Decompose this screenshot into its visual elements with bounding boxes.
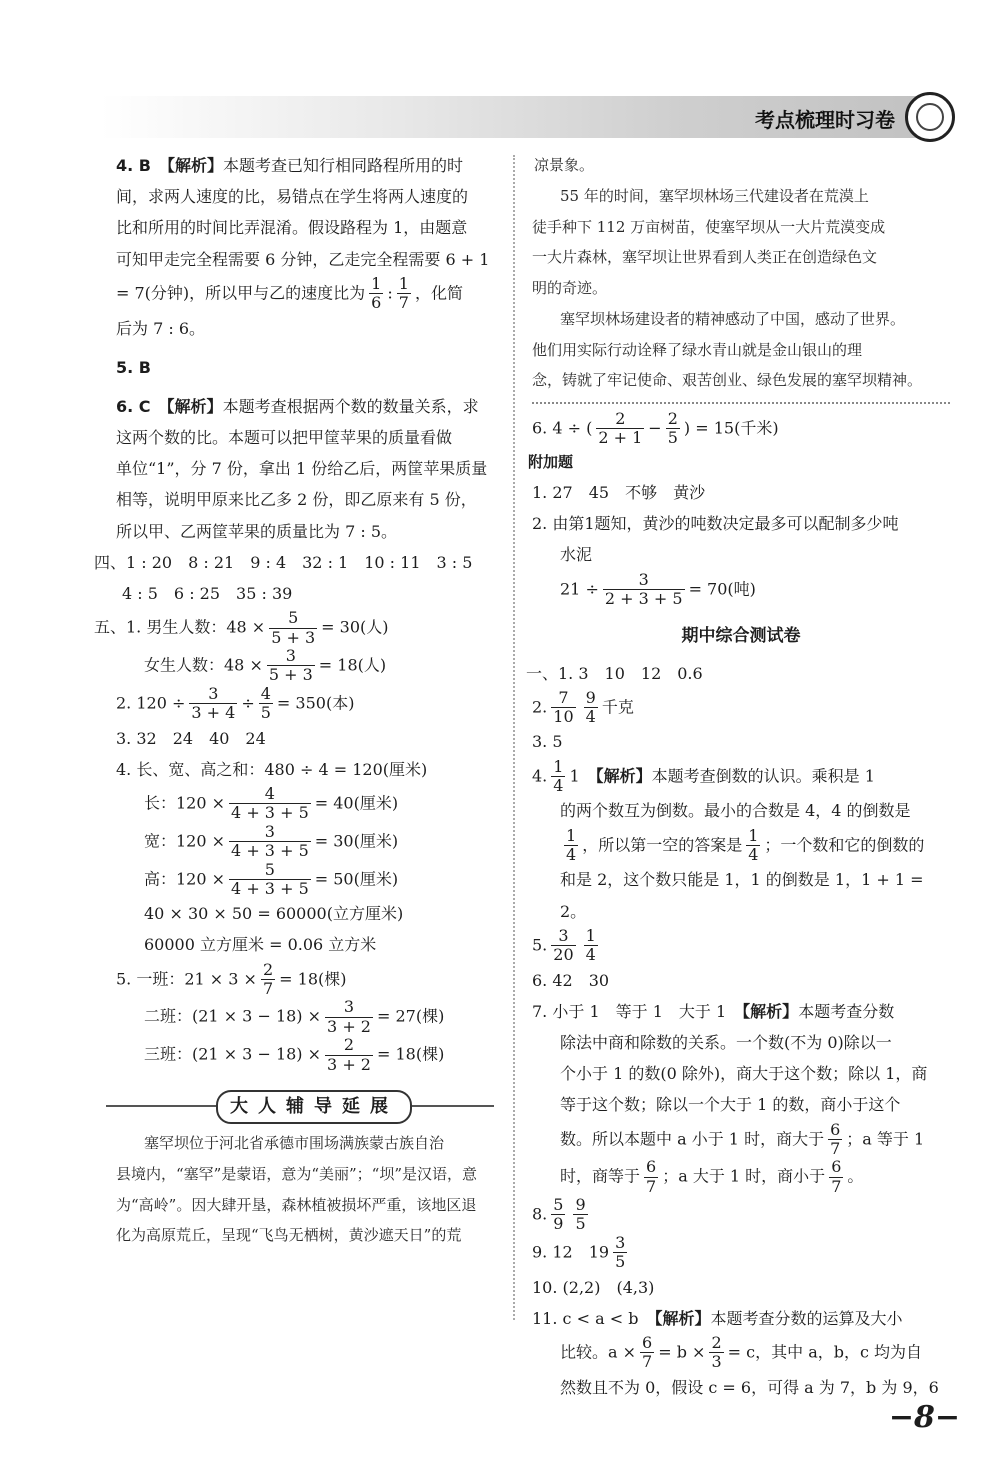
fraction: $\frac{1}{6}$ xyxy=(371,273,382,313)
section-5-q1a: 五、1. 男生人数：48 × $\frac{5}{5 + 3}$ = 30(人) xyxy=(94,608,389,647)
extension-banner xyxy=(106,1088,494,1122)
banner-title: 大人辅导延展 xyxy=(216,1090,412,1124)
section-5-q5a: 5. 一班：21 × 3 × $\frac{2}{7}$ = 18(棵) xyxy=(116,959,347,999)
midterm-4: 4. $\frac{1}{4}$ 1 【解析】本题考查倒数的认识。乘积是 1 xyxy=(532,756,875,796)
story-divider xyxy=(532,402,950,404)
section-5-q4a: 4. 长、宽、高之和：480 ÷ 4 = 120(厘米) xyxy=(116,759,428,779)
section-5-q4f: 60000 立方厘米 = 0.06 立方米 xyxy=(144,935,377,955)
section-5-q5b: 二班：(21 × 3 − 18) × $\frac{3}{3 + 2}$ = 27(棵) xyxy=(144,997,445,1036)
extra-2c: 21 ÷ $\frac{3}{2 + 3 + 5}$ = 70(吨) xyxy=(560,569,756,608)
midterm-7: 7. 小于 1 等于 1 大于 1 【解析】本题考查分数 xyxy=(532,1001,895,1021)
midterm-9: 9. 12 19 $\frac{3}{5}$ xyxy=(532,1232,626,1272)
section-4-line-2: 4 : 5 6 : 25 35 : 39 xyxy=(122,584,293,604)
column-divider xyxy=(513,155,515,1320)
section-5-q4c: 宽：120 × $\frac{3}{4 + 3 + 5}$ = 30(厘米) xyxy=(144,821,399,861)
extra-2a: 2. 由第1题知，黄沙的吨数决定最多可以配制多少吨 xyxy=(532,514,899,534)
midterm-6: 6. 42 30 xyxy=(532,970,610,990)
section-5-q2: 2. 120 ÷ $\frac{3}{3 + 4}$ ÷ $\frac{4}{5}$ = 350(本) xyxy=(116,683,355,723)
section-5-q4d: 高：120 × $\frac{5}{4 + 3 + 5}$ = 50(厘米) xyxy=(144,859,399,898)
section-5-q4b: 长：120 × $\frac{4}{4 + 3 + 5}$ = 40(厘米) xyxy=(144,783,399,823)
midterm-10: 10. (2,2) (4,3) xyxy=(532,1277,655,1297)
fraction: $\frac{1}{7}$ xyxy=(398,273,409,313)
left-column: 4. B 【解析】本题考查已知行相同路程所用的时 间，求两人速度的比，易错点在学生将两人速度的 比和所用的时间比弄混淆。假设路程为 1，由题意 可知甲走完全程需要 6 分钟，乙走完全程需要 6 + 1 = 7(分钟)，所以甲与乙的速度比为 $\frac{1}{6}$ : $\frac{1}{7}$ ，化简 后为 7 : 6。 5. B 6. C 【解析】本题考查根据两个数的数量关系，求 这两个数的比。本题可以把甲筐苹果的质量看做 单位“1”，分 7 份，拿出 1 份给乙后，两筐苹果质量 相等，说明甲原来比乙多 2 份，即乙原来有 5 份， 所以甲、乙两筐苹果的质量比为 7 : 5。 四、1 : 20 8 : 21 9 : 4 32 : 1 10 : 11 3 : 5 4 : 5 6 : 25 35 : 39 五、1. 男生人数：48 × $\frac{5}{5 + 3}$ = 30(人) 女生人数：48 × $\frac{3}{5 + 3}$ = 18(人) 2. 120 ÷ $\frac{3}{3 + 4}$ ÷ $\frac{4}{5}$ = 350(本) 3. 32 24 40 24 4. 长、宽、高之和：480 ÷ 4 = 120(厘米) 长：120 × $\frac{4}{4 + 3 + 5}$ = 40(厘米) 宽：120 × $\frac{3}{4 + 3 + 5}$ = 30(厘米) 高：120 × $\frac{5}{4 + 3 + 5}$ = 50(厘米) 40 × 30 × 50 = 60000(立方厘米) 60000 立方厘米 = 0.06 立方米 5. 一班：21 × 3 × $\frac{2}{7}$ = 18(棵) 二班：(21 × 3 − 18) × $\frac{3}{3 + 2}$ = 27(棵) 三班：(21 × 3 − 18) × $\frac{2}{3 + 2}$ = 18(棵) 大人辅导延展 塞罕坝位于河北省承德市围场满族蒙古族自治 县境内，“塞罕”是蒙语，意为“美丽”；“坝”是汉语，意 为“高岭”。因大肆开垦，森林植被损坏严重，该地区退 化为高原荒丘，呈现“飞鸟无栖树，黄沙遮天日”的荒 xyxy=(116,150,494,1251)
section-5-q1b: 女生人数：48 × $\frac{3}{5 + 3}$ = 18(人) xyxy=(144,646,387,685)
midterm-title: 期中综合测试卷 xyxy=(681,626,801,647)
section-5-q3: 3. 32 24 40 24 xyxy=(116,728,266,748)
midterm-1: 一、1. 3 10 12 0.6 xyxy=(526,663,703,683)
extra-1: 1. 27 45 不够 黄沙 xyxy=(532,483,706,503)
story-right: 凉景象。 55 年的时间，塞罕坝林场三代建设者在荒漠上 徒手种下 112 万亩树苗，使塞罕坝从一大片荒漠变成 一大片森林，塞罕坝让世界看到人类正在创造绿色文 明的奇迹。 塞罕坝林场建设者的精神感动了中国，感动了世界。 他们用实际行动诠释了绿水青山就是金山银山的理 念，铸就了牢记使命、艰苦创业、绿色发展的塞罕坝精神。 xyxy=(532,156,923,390)
page-number: −8− xyxy=(888,1400,960,1435)
section-5-q4e: 40 × 30 × 50 = 60000(立方厘米) xyxy=(144,904,404,924)
header-title: 考点梳理时习卷 xyxy=(755,108,895,132)
section-5-q5c: 三班：(21 × 3 − 18) × $\frac{2}{3 + 2}$ = 18(棵) xyxy=(144,1035,445,1074)
midterm-11: 11. c < a < b 【解析】本题考查分数的运算及大小 xyxy=(532,1308,903,1328)
extra-title: 附加题 xyxy=(528,452,574,471)
extra-2b: 水泥 xyxy=(560,545,593,565)
brand-logo-icon xyxy=(905,92,955,142)
midterm-5: 5. $\frac{3}{20}$ $\frac{1}{4}$ xyxy=(532,925,596,965)
answer-4-ratio: = 7(分钟)，所以甲与乙的速度比为 $\frac{1}{6}$ : $\frac{1}{7}$ ，化简 xyxy=(116,273,463,313)
answer-5: 5. B xyxy=(116,357,151,377)
midterm-2: 2. $\frac{7}{10}$ $\frac{9}{4}$ 千克 xyxy=(532,687,634,727)
midterm-8: 8. $\frac{5}{9}$ $\frac{9}{5}$ xyxy=(532,1195,586,1234)
section-4-line-1: 四、1 : 20 8 : 21 9 : 4 32 : 1 10 : 11 3 : 5 xyxy=(94,552,473,572)
midterm-3: 3. 5 xyxy=(532,732,563,752)
answer-6-right: 6. 4 ÷ ( $\frac{2}{2 + 1}$ − $\frac{2}{5}$ ) = 15(千米) xyxy=(532,409,779,448)
right-column: 凉景象。 55 年的时间，塞罕坝林场三代建设者在荒漠上 徒手种下 112 万亩树苗，使塞罕坝从一大片荒漠变成 一大片森林，塞罕坝让世界看到人类正在创造绿色文 明的奇迹。 塞罕坝林场建设者的精神感动了中国，感动了世界。 他们用实际行动诠释了绿水青山就是金山银山的理 念，铸就了牢记使命、艰苦创业、绿色发展的塞罕坝精神。 6. 4 ÷ ( $\frac{2}{2 + 1}$ − $\frac{2}{5}$ ) = 15(千米) 附加题 1. 27 45 不够 黄沙 2. 由第1题知，黄沙的吨数决定最多可以配制多少吨 水泥 21 ÷ $\frac{3}{2 + 3 + 5}$ = 70(吨) 期中综合测试卷 一、1. 3 10 12 0.6 2. $\frac{7}{10}$ $\frac{9}{4}$ 千克 3. 5 4. $\frac{1}{4}$ 1 【解析】本题考查倒数的认识。乘积是 1 的两个数互为倒数。最小的合数是 4，4 的倒数是 $\frac{1}{4}$ ，所以第一空的答案是 $\frac{1}{4}$ ；一个数和它的倒数的 和是 2，这个数只能是 1，1 的倒数是 1，1 + 1 = 2。 5. $\frac{3}{20}$ $\frac{1}{4}$ 6. 42 30 7. 小于 1 等于 1 大于 1 【解析】本题考查分数 除法中商和除数的关系。一个数(不为 0)除以一 个小于 1 的数(0 除外)，商大于这个数；除以 1，商 等于这个数；除以一个大于 1 的数，商小于这个 数。所以本题中 a 小于 1 时，商大于 $\frac{6}{7}$ ；a 等于 1 时，商等于 $\frac{6}{7}$ ；a 大于 1 时，商小于 $\frac{6}{7}$ 。 8. $\frac{5}{9}$ $\frac{9}{5}$ 9. 12 19 $\frac{3}{5}$ 10. (2,2) (4,3) 11. c < a < b 【解析】本题考查分数的运算及大小 比较。a × $\frac{6}{7}$ = b × $\frac{2}{3}$ = c，其中 a，b，c 均为自 然数且不为 0，假设 c = 6，可得 a 为 7，b 为 9，6 xyxy=(532,150,950,1403)
story-left: 塞罕坝位于河北省承德市围场满族蒙古族自治 县境内，“塞罕”是蒙语，意为“美丽”；“坝”是汉语，意 为“高岭”。因大肆开垦，森林植被损坏严重，该地区退 化为高原荒丘，呈现“飞鸟无栖树，黄沙遮天日”的荒 xyxy=(116,1134,478,1245)
answer-6: 6. C 【解析】本题考查根据两个数的数量关系，求 xyxy=(116,396,479,416)
answer-4: 4. B 【解析】本题考查已知行相同路程所用的时 xyxy=(116,156,464,175)
